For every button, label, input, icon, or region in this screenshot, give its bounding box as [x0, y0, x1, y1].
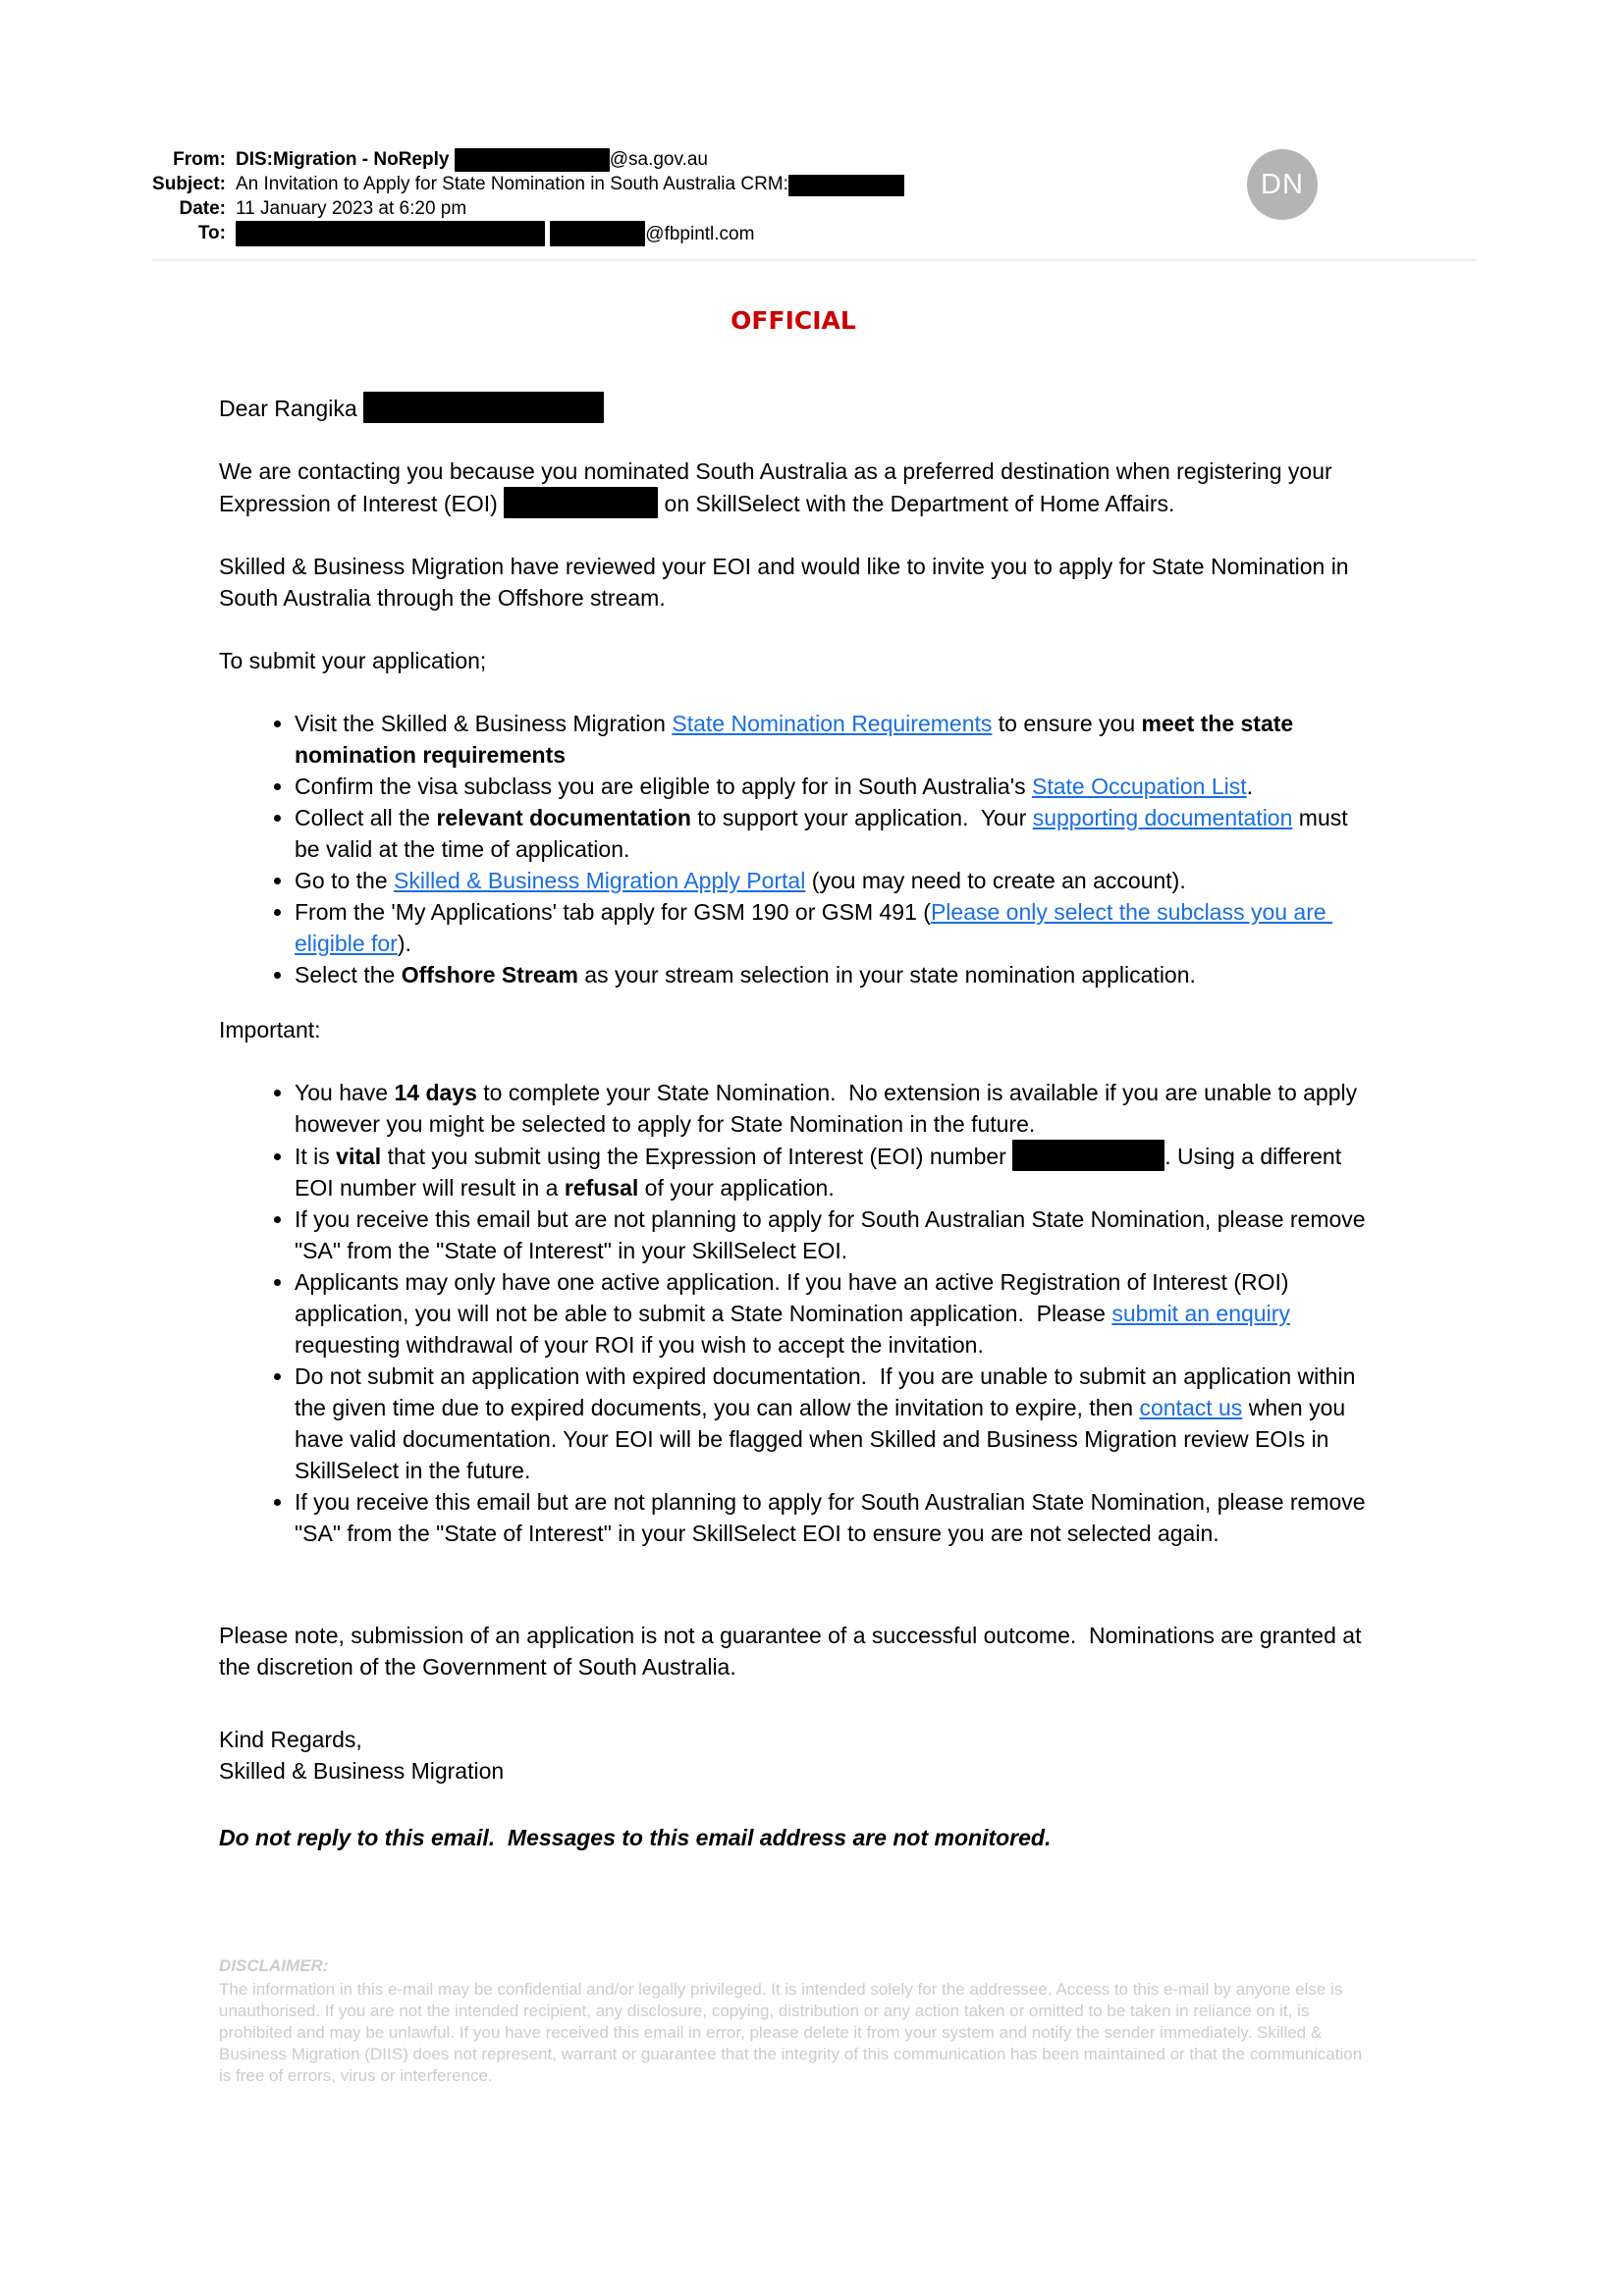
- list-item: • It is vital that you submit using the Expression of Interest (EOI) number . Using a different EOI number will result in a refusal of your application.: [295, 1140, 1368, 1203]
- header-row-subject: [0, 172, 1624, 196]
- header-row-to: [0, 221, 1624, 246]
- subject-label: Subject:: [152, 174, 226, 194]
- hyperlink[interactable]: Skilled & Business Migration Apply Portal: [394, 868, 806, 893]
- bold-text: vital: [336, 1144, 382, 1169]
- review-paragraph: Skilled & Business Migration have reviewed your EOI and would like to invite you to apply for State Nomination in South Australia through the Offshore stream.: [219, 554, 1355, 611]
- hyperlink[interactable]: State Occupation List: [1032, 774, 1247, 799]
- list-item: • Collect all the relevant documentation to support your application. Your supporting documentation must be valid at the time of application.: [295, 802, 1368, 865]
- date-value: 11 January 2023 at 6:20 pm: [236, 198, 467, 219]
- list-item: • If you receive this email but are not planning to apply for South Australian State Nomination, please remove "SA" from the "State of Interest" in your SkillSelect EOI to ensure you are not selected again.: [295, 1486, 1368, 1549]
- redaction-bar: [455, 148, 610, 172]
- submit-intro: To submit your application;: [219, 648, 487, 673]
- email-body: [219, 392, 1372, 1853]
- bold-text: refusal: [564, 1175, 639, 1201]
- bold-text: DIS:Migration - NoReply: [236, 149, 455, 170]
- header-row-from: [0, 147, 1624, 172]
- from-label: From:: [173, 149, 226, 170]
- header-separator: [152, 259, 1476, 261]
- header-row-date: [0, 196, 1624, 221]
- redaction-bar: [1012, 1140, 1164, 1171]
- intro-paragraph: We are contacting you because you nominated South Australia as a preferred destination when registering your Expression of Interest (EOI) on SkillSelect with the Department of Home Affairs.: [219, 458, 1339, 516]
- signoff: Kind Regards, Skilled & Business Migration: [219, 1727, 505, 1784]
- bold-text: Offshore Stream: [401, 962, 578, 988]
- hyperlink[interactable]: Please only select the subclass you are eligible for: [295, 899, 1333, 956]
- list-item: • From the 'My Applications' tab apply for GSM 190 or GSM 491 (Please only select the subclass you are eligible for).: [295, 896, 1368, 959]
- redaction-bar: [504, 487, 658, 518]
- redaction-bar: [788, 175, 904, 196]
- submit-steps-list: [219, 708, 1368, 990]
- redaction-bar: [236, 221, 545, 246]
- date-label: Date:: [179, 198, 226, 219]
- list-item: • If you receive this email but are not planning to apply for South Australian State Nomination, please remove "SA" from the "State of Interest" in your SkillSelect EOI.: [295, 1203, 1368, 1266]
- avatar[interactable]: DN: [1247, 149, 1318, 220]
- disclaimer-label: DISCLAIMER:: [219, 1956, 329, 1975]
- list-item: • Visit the Skilled & Business Migration State Nomination Requirements to ensure you meet the state nomination requirements: [295, 708, 1368, 771]
- redaction-bar: [363, 392, 604, 423]
- disclaimer-section: [219, 1955, 1368, 2087]
- list-item: • Do not submit an application with expired documentation. If you are unable to submit an application within the given time due to expired documents, you can allow the invitation to expire, then contact us when you have valid documentation. Your EOI will be flagged when Skilled and Business Migration review EOIs in SkillSelect in the future.: [295, 1361, 1368, 1486]
- official-banner: OFFICIAL: [731, 306, 856, 335]
- note-paragraph: Please note, submission of an application is not a guarantee of a successful outcome. Nominations are granted at the discretion of the Government of South Australia.: [219, 1623, 1368, 1680]
- email-header: [0, 0, 1624, 246]
- important-label: Important:: [219, 1017, 321, 1042]
- bold-text: relevant documentation: [436, 805, 691, 830]
- hyperlink[interactable]: State Nomination Requirements: [672, 711, 993, 736]
- subject-value: An Invitation to Apply for State Nomination in South Australia CRM:: [236, 172, 904, 196]
- greeting: Dear Rangika: [219, 392, 1368, 424]
- hyperlink[interactable]: supporting documentation: [1032, 805, 1293, 830]
- list-item: • Confirm the visa subclass you are eligible to apply for in South Australia's State Occupation List.: [295, 771, 1368, 802]
- list-item: • You have 14 days to complete your State Nomination. No extension is available if you are unable to apply however you might be selected to apply for State Nomination in the future.: [295, 1077, 1368, 1140]
- list-item: • Applicants may only have one active application. If you have an active Registration of Interest (ROI) application, you will not be able to submit a State Nomination application. Please submit an enquiry requesting withdrawal of your ROI if you wish to accept the invitation.: [295, 1266, 1368, 1361]
- important-points-list: [219, 1077, 1372, 1549]
- list-item: • Select the Offshore Stream as your stream selection in your state nomination application.: [295, 959, 1368, 990]
- to-label: To:: [197, 223, 226, 243]
- hyperlink[interactable]: submit an enquiry: [1111, 1301, 1290, 1326]
- disclaimer-text: The information in this e-mail may be confidential and/or legally privileged. It is intended solely for the addressee. Access to this e-mail by anyone else is unauthorised. If you are not the intended recipient, any disclosure, copying, distribution or any action taken or omitted to be taken in reliance on it, is prohibited and may be unlawful. If you have received this email in error, please delete it from your system and notify the sender immediately. Skilled & Business Migration (DIIS) does not represent, warrant or guarantee that the integrity of this communication has been maintained or that the communication is free of errors, virus or interference.: [219, 1980, 1367, 2085]
- no-reply-notice: Do not reply to this email. Messages to this email address are not monitored.: [219, 1825, 1052, 1850]
- from-value: DIS:Migration - NoReply @sa.gov.au: [236, 149, 709, 170]
- bold-text: 14 days: [394, 1080, 477, 1105]
- bold-text: meet the state nomination requirements: [295, 711, 1300, 768]
- redaction-bar: [550, 221, 645, 246]
- list-item: • Go to the Skilled & Business Migration Apply Portal (you may need to create an account).: [295, 865, 1368, 896]
- hyperlink[interactable]: contact us: [1139, 1395, 1243, 1420]
- to-value: @fbpintl.com: [236, 221, 754, 246]
